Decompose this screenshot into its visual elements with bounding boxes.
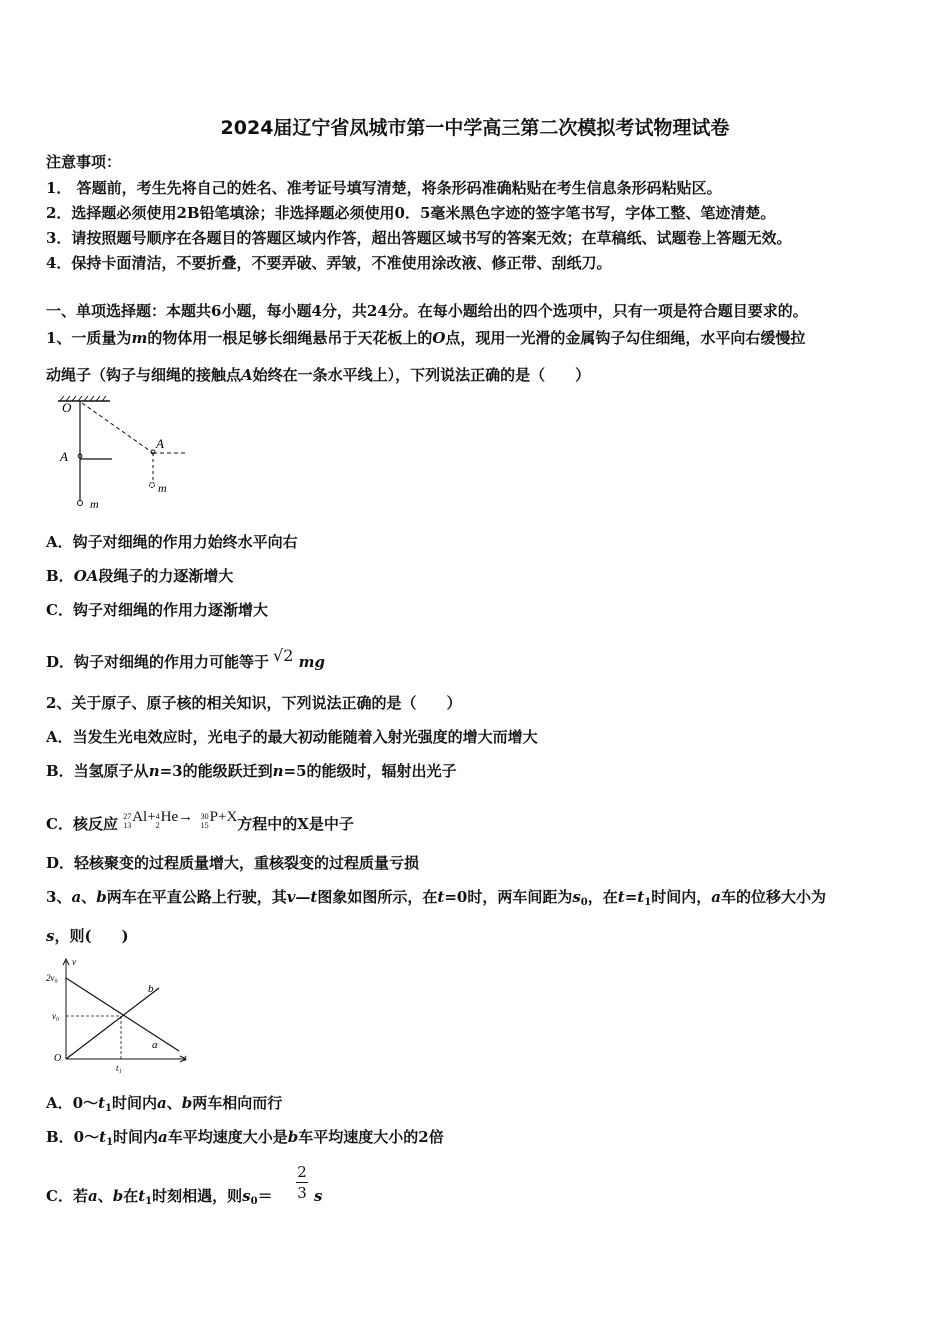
fig1-label-a-right: A xyxy=(156,436,164,451)
q2-option-a: A．当发生光电效应时，光电子的最大初动能随着入射光强度的增大而增大 xyxy=(46,728,538,746)
notice-item-1: 1． 答题前，考生先将自己的姓名、准考证号填写清楚，将条形码准确粘贴在考生信息条形码粘贴区。 xyxy=(46,179,722,197)
q1-option-b: B．OA段绳子的力逐渐增大 xyxy=(46,567,234,585)
notice-item-3: 3．请按照题号顺序在各题目的答题区域内作答，超出答题区域书写的答案无效；在草稿纸、试题卷上答题无效。 xyxy=(46,229,792,247)
q1-stem-line1: 1、一质量为m的物体用一根足够长细绳悬吊于天花板上的O点，现用一光滑的金属钩子勾住细绳，水平向右缓慢拉 xyxy=(46,329,806,347)
q1-option-d: D．钩子对细绳的作用力可能等于 √2 mg xyxy=(46,646,325,671)
notice-item-2: 2．选择题必须使用2B铅笔填涂；非选择题必须使用0．5毫米黑色字迹的签字笔书写，字体工整、笔迹清楚。 xyxy=(46,204,776,222)
q3-option-c-s: s xyxy=(314,1187,323,1205)
notice-item-4: 4．保持卡面清洁，不要折叠，不要弄破、弄皱，不准使用涂改液、修正带、刮纸刀。 xyxy=(46,254,612,272)
q3-option-a: A．$0\sim t_1$时间内a、b两车相向而行 xyxy=(46,1094,283,1114)
q3-vt-graph xyxy=(44,955,194,1073)
q3-option-c: C．若a、b在$t_1$时刻相遇，则$s_0=$ xyxy=(46,1187,273,1207)
q2-stem: 2、关于原子、原子核的相关知识，下列说法正确的是（ ） xyxy=(46,694,462,712)
graph-label-v: v xyxy=(72,957,76,967)
q2-option-c: C．核反应 27 13 Al+ 4 2 He→ 30 15 P+X方程中的X是中子 xyxy=(46,800,354,841)
q2-option-d: D．轻核聚变的过程质量增大，重核裂变的过程质量亏损 xyxy=(46,854,420,872)
q1-figure xyxy=(50,395,200,515)
q3-stem-line2: s，则( ) xyxy=(46,927,129,945)
q3-stem-line1: 3、a、b两车在平直公路上行驶，其v—t图象如图所示，在t=0时，两车间距为$s_0$，在$t=t_1$时间内，a车的位移大小为 xyxy=(46,888,826,908)
fig1-label-m1: m xyxy=(90,497,99,511)
q3-option-c-fraction: 2 3 xyxy=(297,1163,307,1202)
q3-option-b: B．$0\sim t_1$时间内a车平均速度大小是b车平均速度大小的2倍 xyxy=(46,1128,444,1148)
q2-option-b: B．当氢原子从n=3的能级跃迁到n=5的能级时，辐射出光子 xyxy=(46,762,457,780)
q1-option-a: A．钩子对细绳的作用力始终水平向右 xyxy=(46,533,298,551)
graph-label-v0: v₀ xyxy=(52,1011,60,1021)
graph-label-t1: t₁ xyxy=(116,1063,122,1073)
fig1-label-o: O xyxy=(62,400,72,415)
nuclear-equation: 27 13 Al+ 4 2 He→ 30 15 P+X xyxy=(123,809,238,830)
graph-label-t: t xyxy=(184,1053,187,1063)
graph-label-b: b xyxy=(148,983,154,995)
line-b xyxy=(66,988,159,1059)
q1-stem-line2: 动绳子（钩子与细绳的接触点A始终在一条水平线上），下列说法正确的是（ ） xyxy=(46,366,591,384)
q1-option-c: C．钩子对细绳的作用力逐渐增大 xyxy=(46,601,268,619)
line-a xyxy=(66,978,179,1051)
fig1-label-a-left: A xyxy=(60,449,68,464)
page-title: 2024届辽宁省凤城市第一中学高三第二次模拟考试物理试卷 xyxy=(220,117,730,139)
notice-heading: 注意事项： xyxy=(46,153,122,171)
fig1-label-m2: m xyxy=(158,481,167,495)
graph-label-a: a xyxy=(152,1039,158,1051)
section-heading: 一、单项选择题：本题共6小题，每小题4分，共24分。在每小题给出的四个选项中，只有一项是符合题目要求的。 xyxy=(46,302,808,320)
graph-label-2v0: 2v₀ xyxy=(46,973,58,983)
graph-label-origin: O xyxy=(54,1053,62,1064)
